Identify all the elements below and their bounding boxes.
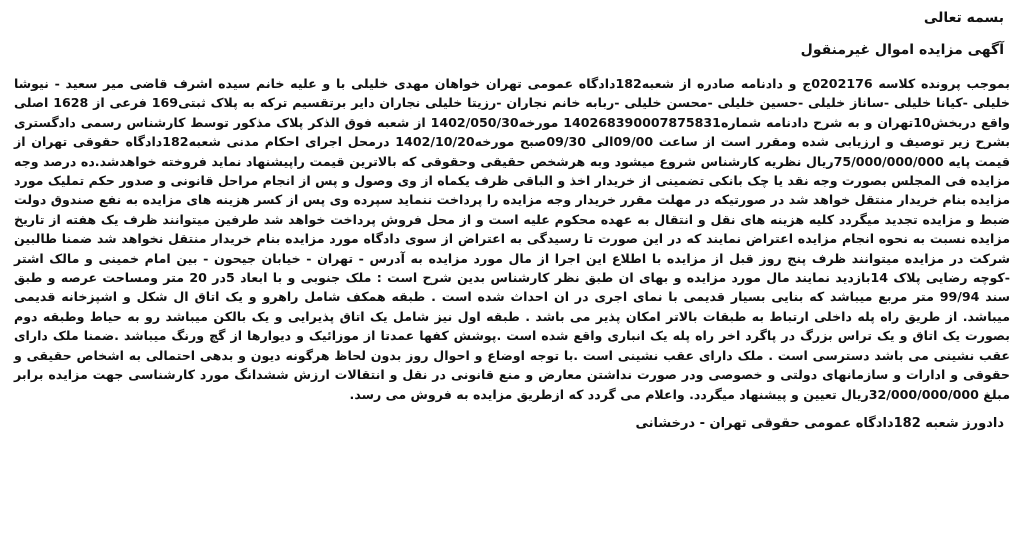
notice-heading: بسمه تعالی [923,10,1004,26]
notice-title: آگهی مزایده اموال غیرمنقول [800,42,1004,58]
notice-body: بموجب پرونده کلاسه 0202176ج و دادنامه صادره از شعبه182دادگاه عمومی تهران خواهان مهدی خلیلی با و علیه خانم سیده اشرف قاضی میر سعید - نیوشا خلیلی -کیانا خلیلی -ساناز خلیلی -حسین خلیلی -محسن خلیلی -ربابه خانم نجاران -رزیتا خلیلی نجاران دایر برتقسیم ترکه به پلاک ثبتی169 فرعی از 1628 اصلی واقع دربخش10تهران و به شرح دادنامه شماره140268390007875831 مورخه1402/050/30 از شعبه فوق الذکر پلاک مذکور توسط کارشناس رسمی دادگستری بشرح زیر توصیف و ارزیابی شده ومقرر است از ساعت 09/00الی 09/30صبح مورخه1402/10/20 درمحل اجرای احکام مدنی شعبه182دادگاه حقوقی تهران از قیمت پایه 75/000/000/000ریال نظریه کارشناس شروع میشود وبه هرشخص حقیقی وحقوقی که بالاترین قیمت راپیشنهاد نماید فروخته خواهدشد.ده درصد وجه مزایده فی المجلس بصورت وجه نقد یا چک بانکی تضمینی از خریدار اخذ و الباقی ظرف یکماه از وی وصول و پس از انجام مراحل قانونی و صدور حکم تملیک مورد مزایده بنام خریدار منتقل خواهد شد در صورتیکه در مهلت مقرر خریدار وجه مزایده را پرداخت ننماید سپرده وی پس از کسر هزینه های مزایده به نفع صندوق دولت ضبط و مزایده تجدید میگردد کلیه هزینه های نقل و انتقال به عهده محکوم علیه است و از محل فروش پرداخت خواهد شد طرفین میتوانند ظرف یک هفته از تاریخ مزایده نسبت به نحوه انجام مزایده اعتراض نمایند که در این صورت تا رسیدگی به اعتراض از سوی دادگاه مورد مزایده بنام خریدار منتقل نخواهد شد ضمنا طالبین شرکت در مزایده میتوانند ظرف پنج روز قبل از مزایده با اطلاع این اجرا از مال مورد مزایده به آدرس - تهران - خیابان جیحون - بین امام خمینی و مالک اشتر -کوچه رضایی پلاک 14بازدید نمایند مال مورد مزایده و بهای ان طبق نظر کارشناس بدین شرح است : ملک جنوبی و با ابعاد 5در 20 متر ومساحت عرصه و طبق سند 99/94 متر مربع میباشد که بنایی بسیار قدیمی با نمای اجری در ان احداث شده است . طبقه همکف شامل راهرو و یک اتاق ال شکل و اشپزخانه قدیمی میباشد. از طریق راه پله داخلی ارتباط به طبقات بالاتر امکان پذیر می باشد . طبقه اول نیز شامل یک اتاق پذیرایی و یک بالکن میباشد رو به حیاط وطبقه دوم بصورت یک اتاق و یک تراس بزرگ در پاگرد اخر راه پله یک انباری واقع شده است .پوشش کفها عمدتا از موزائیک و دیوارها از گچ ورنگ میباشد .ضمنا ملک دارای عقب نشینی می باشد دسترسی است . ملک دارای عقب نشینی است .با توجه اوضاع و احوال روز بدون لحاظ هرگونه دیون و بدهی احتمالی به اشخاص حقیقی و حقوقی و ادارات و سازمانهای دولتی و خصوصی ودر صورت نداشتن معارض و منع قانونی در نقل و انتقالات ارزش ششدانگ مورد کارشناسی جهت مزایده برابر مبلغ 32/000/000/000ریال تعیین و پیشنهاد میگردد. واعلام می گردد که ازطریق مزایده به فروش می رسد. [14,76,1011,402]
notice-signature: دادورز شعبه 182دادگاه عمومی حقوقی تهران - درخشانی [635,415,1004,431]
